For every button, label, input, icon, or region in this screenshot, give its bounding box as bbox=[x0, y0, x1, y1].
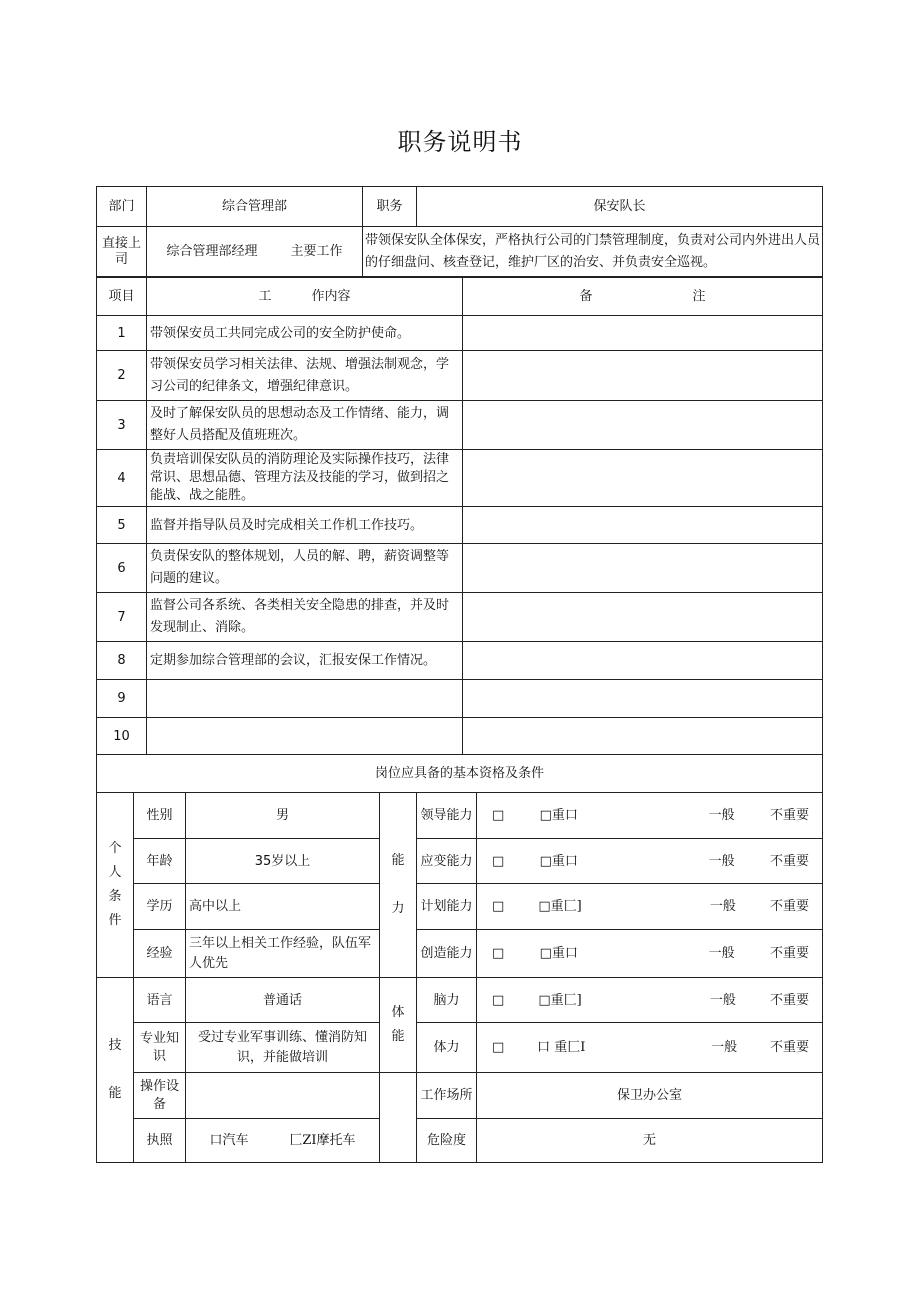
option-normal[interactable]: 一般 bbox=[709, 992, 736, 1008]
dept-label: 部门 bbox=[97, 187, 147, 227]
danger-label: 危险度 bbox=[417, 1119, 477, 1163]
ability-options bbox=[477, 793, 823, 839]
option-unimportant[interactable]: 不重要 bbox=[769, 992, 809, 1008]
supervisor-cell bbox=[147, 227, 363, 277]
education-label: 学历 bbox=[134, 884, 186, 930]
option-normal[interactable]: 一般 bbox=[708, 946, 735, 961]
license-options bbox=[186, 1119, 380, 1163]
personal-group: 个 人 条 件 bbox=[97, 793, 134, 978]
danger-value: 无 bbox=[477, 1119, 823, 1163]
duty-remark bbox=[463, 642, 823, 680]
workplace-value: 保卫办公室 bbox=[477, 1073, 823, 1119]
duty-no: 10 bbox=[97, 718, 147, 755]
age-label: 年龄 bbox=[134, 839, 186, 884]
workplace-label: 工作场所 bbox=[417, 1073, 477, 1119]
duty-content bbox=[147, 718, 463, 755]
knowledge-label: 专业知识 bbox=[134, 1023, 186, 1073]
option-important[interactable]: □重匚] bbox=[538, 992, 582, 1008]
option-unimportant[interactable]: 不重要 bbox=[769, 899, 809, 914]
duty-no: 6 bbox=[97, 544, 147, 593]
experience-value: 三年以上相关工作经验，队伍军人优先 bbox=[186, 930, 380, 978]
dept-value: 综合管理部 bbox=[147, 187, 363, 227]
option-checkbox[interactable]: □ bbox=[492, 808, 505, 823]
option-normal[interactable]: 一般 bbox=[708, 853, 735, 869]
option-normal[interactable]: 一般 bbox=[709, 899, 736, 914]
option-checkbox[interactable]: □ bbox=[492, 853, 505, 869]
ability-group: 能力 bbox=[380, 793, 417, 978]
duty-no: 4 bbox=[97, 450, 147, 507]
ability-label: 应变能力 bbox=[417, 839, 477, 884]
skill-group: 技 能 bbox=[97, 978, 134, 1163]
main-work-label: 主要工作 bbox=[290, 244, 343, 259]
license-moto[interactable]: 匚ZI摩托车 bbox=[289, 1133, 356, 1148]
position-label: 职务 bbox=[363, 187, 417, 227]
equipment-value bbox=[186, 1073, 380, 1119]
duty-no: 7 bbox=[97, 593, 147, 642]
option-unimportant[interactable]: 不重要 bbox=[769, 1040, 809, 1055]
option-checkbox[interactable]: □ bbox=[492, 899, 505, 914]
option-important[interactable]: □重口 bbox=[539, 946, 578, 961]
col-remark: 备注 bbox=[463, 278, 823, 316]
position-value: 保安队长 bbox=[417, 187, 823, 227]
duty-no: 1 bbox=[97, 316, 147, 351]
option-important[interactable]: □重口 bbox=[539, 853, 578, 869]
language-label: 语言 bbox=[134, 978, 186, 1023]
option-checkbox[interactable]: □ bbox=[492, 1040, 505, 1055]
duties-table bbox=[96, 277, 823, 793]
duty-content: 监督并指导队员及时完成相关工作机工作技巧。 bbox=[147, 507, 463, 544]
gender-label: 性别 bbox=[134, 793, 186, 839]
physical-options bbox=[477, 978, 823, 1023]
option-unimportant[interactable]: 不重要 bbox=[769, 808, 809, 823]
header-table bbox=[96, 186, 823, 277]
ability-label: 创造能力 bbox=[417, 930, 477, 978]
option-important[interactable]: □重匚] bbox=[538, 899, 582, 914]
option-important[interactable]: □重口 bbox=[539, 808, 578, 823]
option-unimportant[interactable]: 不重要 bbox=[769, 853, 809, 869]
ability-options bbox=[477, 839, 823, 884]
duty-no: 2 bbox=[97, 351, 147, 401]
license-label: 执照 bbox=[134, 1119, 186, 1163]
duty-content: 负责保安队的整体规划，人员的解、聘，薪资调整等问题的建议。 bbox=[147, 544, 463, 593]
duty-remark bbox=[463, 450, 823, 507]
duty-no: 9 bbox=[97, 680, 147, 718]
duty-remark bbox=[463, 593, 823, 642]
ability-label: 计划能力 bbox=[417, 884, 477, 930]
physical-options bbox=[477, 1023, 823, 1073]
duty-content: 及时了解保安队员的思想动态及工作情绪、能力，调整好人员搭配及值班班次。 bbox=[147, 401, 463, 450]
option-unimportant[interactable]: 不重要 bbox=[769, 946, 809, 961]
language-value: 普通话 bbox=[186, 978, 380, 1023]
ability-label: 领导能力 bbox=[417, 793, 477, 839]
option-important[interactable]: 口 重匚I bbox=[537, 1040, 586, 1055]
duty-content bbox=[147, 680, 463, 718]
supervisor-value: 综合管理部经理 bbox=[166, 244, 258, 259]
age-value: 35岁以上 bbox=[186, 839, 380, 884]
col-item: 项目 bbox=[97, 278, 147, 316]
duty-content: 监督公司各系统、各类相关安全隐患的排查，并及时发现制止、消除。 bbox=[147, 593, 463, 642]
duty-remark bbox=[463, 718, 823, 755]
physical-label: 脑力 bbox=[417, 978, 477, 1023]
col-content: 工作内容 bbox=[147, 278, 463, 316]
duty-remark bbox=[463, 680, 823, 718]
qualifications-title: 岗位应具备的基本资格及条件 bbox=[97, 755, 823, 793]
qualifications-table bbox=[96, 792, 823, 1163]
duty-no: 8 bbox=[97, 642, 147, 680]
option-checkbox[interactable]: □ bbox=[492, 992, 505, 1008]
duty-no: 5 bbox=[97, 507, 147, 544]
page-title: 职务说明书 bbox=[397, 128, 523, 156]
duty-remark bbox=[463, 316, 823, 351]
blank-group-cell bbox=[380, 1073, 417, 1163]
duty-content: 带领保安员学习相关法律、法规、增强法制观念，学习公司的纪律条文，增强纪律意识。 bbox=[147, 351, 463, 401]
option-normal[interactable]: 一般 bbox=[708, 808, 735, 823]
duty-remark bbox=[463, 351, 823, 401]
main-work-value: 带领保安队全体保安，严格执行公司的门禁管理制度，负责对公司内外进出人员的仔细盘问、核查登记，维护厂区的治安、并负责安全巡视。 bbox=[363, 227, 823, 277]
knowledge-value: 受过专业军事训练、懂消防知识，并能做培训 bbox=[186, 1023, 380, 1073]
physical-label: 体力 bbox=[417, 1023, 477, 1073]
education-value: 高中以上 bbox=[186, 884, 380, 930]
physical-group: 体能 bbox=[380, 978, 417, 1073]
duty-remark bbox=[463, 401, 823, 450]
option-checkbox[interactable]: □ bbox=[492, 946, 505, 961]
supervisor-label: 直接上司 bbox=[97, 227, 147, 277]
duty-no: 3 bbox=[97, 401, 147, 450]
license-car[interactable]: 口汽车 bbox=[209, 1133, 249, 1148]
equipment-label: 操作设备 bbox=[134, 1073, 186, 1119]
experience-label: 经验 bbox=[134, 930, 186, 978]
gender-value: 男 bbox=[186, 793, 380, 839]
duty-remark bbox=[463, 507, 823, 544]
ability-options bbox=[477, 930, 823, 978]
duty-content: 定期参加综合管理部的会议，汇报安保工作情况。 bbox=[147, 642, 463, 680]
duty-remark bbox=[463, 544, 823, 593]
duty-content: 带领保安员工共同完成公司的安全防护使命。 bbox=[147, 316, 463, 351]
duty-content: 负责培训保安队员的消防理论及实际操作技巧，法律常识、思想品德、管理方法及技能的学习，做到招之能战、战之能胜。 bbox=[147, 450, 463, 507]
ability-options bbox=[477, 884, 823, 930]
option-normal[interactable]: 一般 bbox=[711, 1040, 738, 1055]
